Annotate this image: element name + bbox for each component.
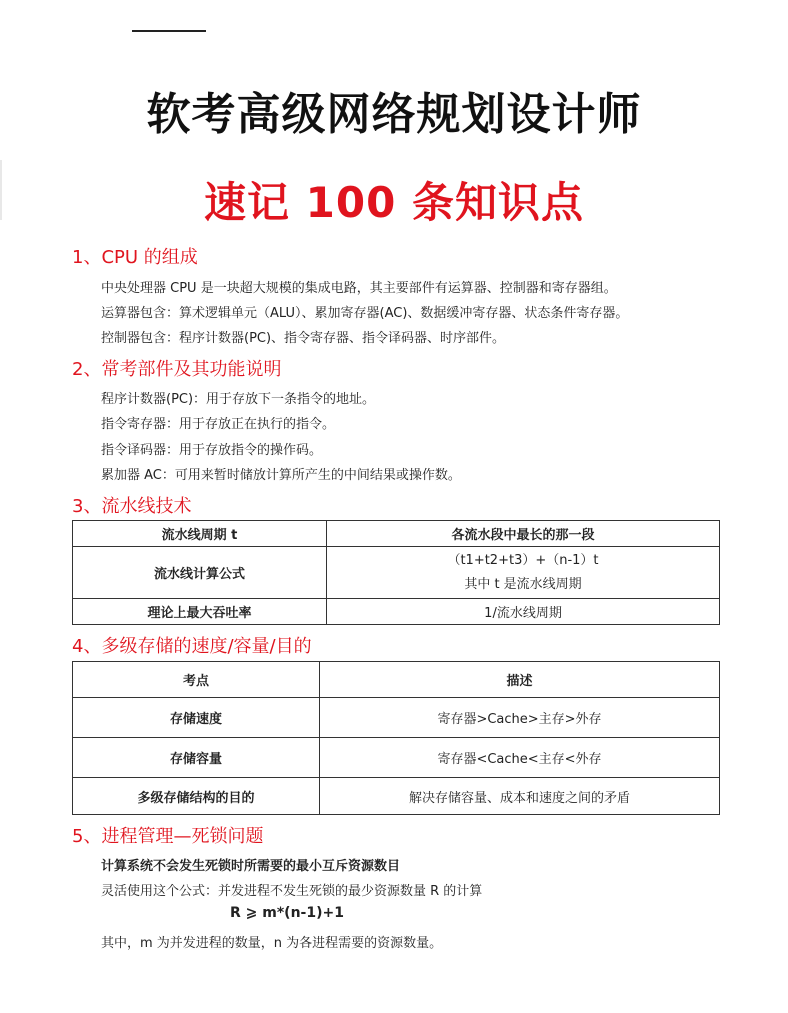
- main-title: 软考高级网络规划设计师: [146, 89, 642, 140]
- section-heading-storage: 4、多级存储的速度/容量/目的: [72, 636, 312, 657]
- deadlock-formula: R ⩾ m*(n-1)+1: [230, 905, 344, 921]
- section-heading-pipeline: 3、流水线技术: [72, 496, 192, 517]
- top-rule: [132, 30, 206, 32]
- table-cell-value: 寄存器>Cache>主存>外存: [320, 698, 720, 738]
- table-row: [73, 599, 720, 625]
- table-cell-value: [327, 547, 720, 599]
- table-cell-key: 理论上最大吞吐率: [73, 599, 327, 625]
- text-line: 累加器 AC：可用来暂时储放计算所产生的中间结果或操作数。: [101, 468, 461, 483]
- storage-table: [72, 661, 720, 815]
- formula-text: （t1+t2+t3）+（n-1）t: [447, 552, 599, 568]
- text-line: 控制器包含：程序计数器(PC)、指令寄存器、指令译码器、时序部件。: [101, 331, 506, 346]
- table-cell-value: 寄存器<Cache<主存<外存: [320, 738, 720, 778]
- formula-note: 其中 t 是流水线周期: [464, 576, 582, 592]
- table-cell-key: 存储容量: [73, 738, 320, 778]
- table-cell-key: 流水线周期 t: [73, 521, 327, 547]
- table-cell-value: 解决存储容量、成本和速度之间的矛盾: [320, 778, 720, 815]
- section-heading-components: 2、常考部件及其功能说明: [72, 359, 282, 380]
- text-line: 指令译码器：用于存放指令的操作码。: [101, 443, 323, 458]
- text-line: 指令寄存器：用于存放正在执行的指令。: [101, 417, 336, 432]
- section-heading-cpu: 1、CPU 的组成: [72, 247, 198, 268]
- table-row: [73, 738, 720, 778]
- table-cell-key: 流水线计算公式: [73, 547, 327, 599]
- text-line: 运算器包含：算术逻辑单元（ALU）、累加寄存器(AC)、数据缓冲寄存器、状态条件寄存器。: [101, 306, 629, 321]
- section-heading-deadlock: 5、进程管理—死锁问题: [72, 826, 264, 847]
- text-line-bold: 计算系统不会发生死锁时所需要的最小互斥资源数目: [101, 859, 401, 874]
- text-line: 中央处理器 CPU 是一块超大规模的集成电路，其主要部件有运算器、控制器和寄存器组。: [101, 281, 617, 296]
- table-header-value: 描述: [320, 662, 720, 698]
- table-row: [73, 698, 720, 738]
- table-row: [73, 521, 720, 547]
- text-line: 程序计数器(PC)：用于存放下一条指令的地址。: [101, 392, 376, 407]
- table-row: [73, 662, 720, 698]
- text-line: 其中，m 为并发进程的数量，n 为各进程需要的资源数量。: [101, 936, 443, 951]
- table-cell-key: 多级存储结构的目的: [73, 778, 320, 815]
- table-row: [73, 778, 720, 815]
- table-cell-key: 存储速度: [73, 698, 320, 738]
- pipeline-table: [72, 520, 720, 625]
- table-row: [73, 547, 720, 599]
- table-cell-value: 各流水段中最长的那一段: [327, 521, 720, 547]
- text-line: 灵活使用这个公式：并发进程不发生死锁的最少资源数量 R 的计算: [101, 884, 483, 899]
- sub-title: 速记 100 条知识点: [204, 178, 584, 227]
- table-cell-value: 1/流水线周期: [327, 599, 720, 625]
- table-header-key: 考点: [73, 662, 320, 698]
